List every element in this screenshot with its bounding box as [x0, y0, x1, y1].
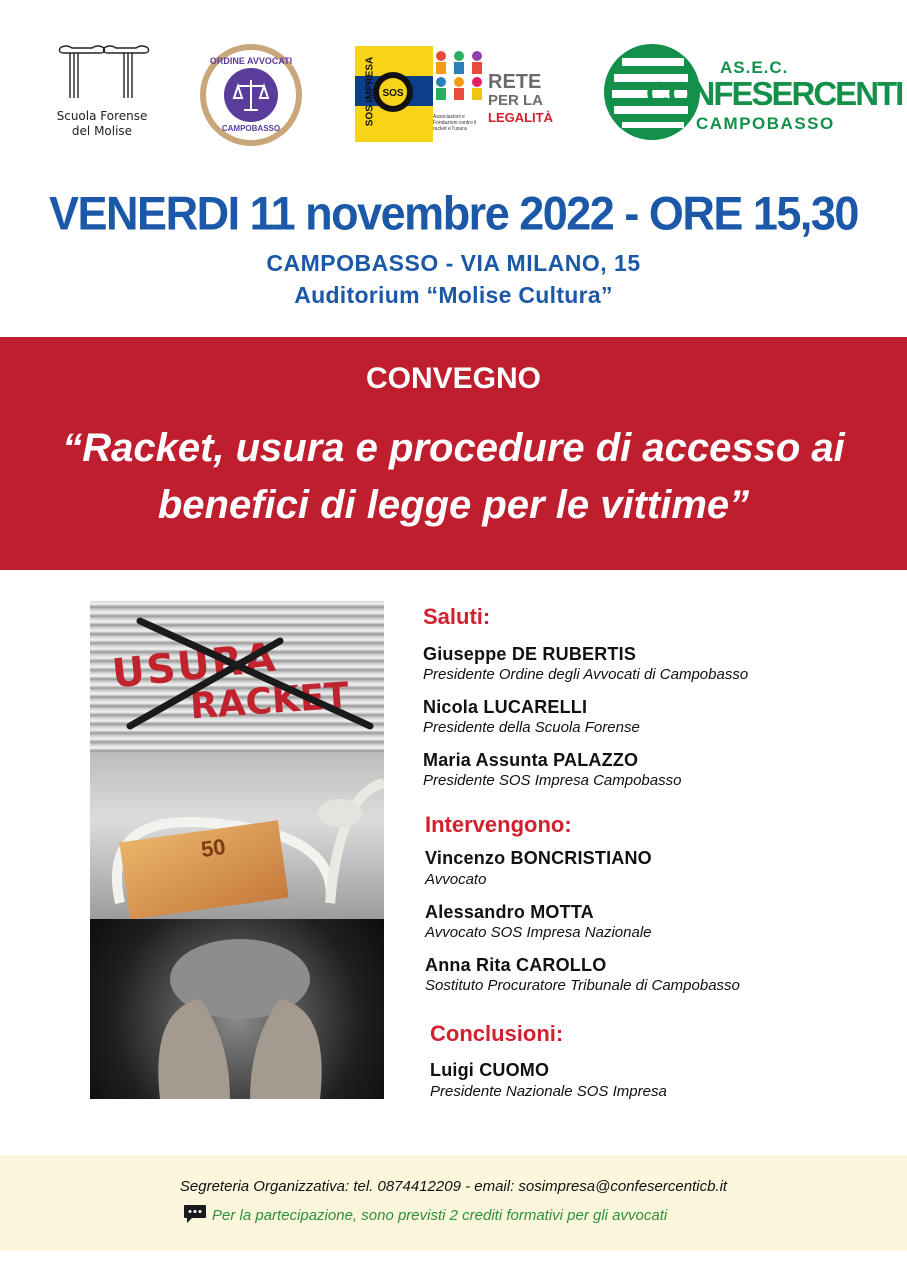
speaker-name: Alessandro MOTTA — [425, 902, 594, 922]
conclusioni-heading: Conclusioni: — [430, 1021, 564, 1046]
crediti-note: Per la partecipazione, sono previsti 2 crediti formativi per gli avvocati — [212, 1207, 668, 1224]
event-address: CAMPOBASSO - VIA MILANO, 15 — [266, 250, 641, 276]
conf-main-text: CONFESERCENTI — [646, 75, 903, 112]
event-date-time: VENERDI 11 novembre 2022 - ORE 15,30 — [49, 186, 858, 241]
intervengono-heading: Intervengono: — [425, 812, 572, 837]
speaker-name: Vincenzo BONCRISTIANO — [425, 848, 652, 868]
speaker-role: Sostituto Procuratore Tribunale di Campobasso — [425, 977, 740, 994]
scuola-line2: del Molise — [71, 124, 133, 138]
people-icon — [433, 50, 485, 112]
rete-line1: RETE — [488, 71, 542, 93]
convegno-label: CONVEGNO — [365, 362, 542, 395]
speaker-role: Presidente della Scuola Forense — [423, 719, 640, 736]
segreteria-contact: Segreteria Organizzativa: tel. 0874412209 - email: sosimpresa@confesercenticb.it — [179, 1178, 728, 1195]
speaker-role: Avvocato — [425, 871, 487, 888]
saluti-heading: Saluti: — [423, 604, 491, 629]
speaker-role: Presidente Nazionale SOS Impresa — [430, 1083, 667, 1100]
ordine-avvocati-logo — [200, 44, 302, 146]
speaker-name: Maria Assunta PALAZZO — [423, 750, 639, 770]
banknote-value: 50 — [199, 833, 228, 863]
conf-city-text: CAMPOBASSO — [696, 114, 835, 133]
speaker-role: Presidente Ordine degli Avvocati di Campobasso — [423, 666, 749, 683]
graffiti-word2: RACKET — [188, 675, 351, 728]
conf-top-text: AS.E.C. — [720, 58, 789, 77]
event-venue: Auditorium “Molise Cultura” — [294, 282, 613, 308]
title-line2: benefici di legge per le vittime” — [157, 483, 750, 527]
graffiti-word1: USURA — [110, 634, 280, 698]
scuola-forense-logo — [52, 42, 152, 152]
svg-text:SOS: SOS — [382, 88, 404, 99]
columns-icon — [52, 42, 152, 104]
ordine-bottom-text: CAMPOBASSO — [221, 124, 281, 133]
speaker-name: Anna Rita CAROLLO — [425, 955, 607, 975]
chat-bubble-icon — [183, 1204, 207, 1224]
sos-impresa-logo — [355, 46, 433, 142]
scuola-line1: Scuola Forense — [56, 109, 148, 123]
speaker-name: Nicola LUCARELLI — [423, 697, 588, 717]
speaker-role: Presidente SOS Impresa Campobasso — [423, 772, 682, 789]
desperate-man-image — [90, 919, 384, 1099]
speaker-name: Giuseppe DE RUBERTIS — [423, 644, 637, 664]
collage-image — [90, 601, 384, 1099]
speaker-name: Luigi CUOMO — [430, 1060, 550, 1080]
confesercenti-logo — [602, 42, 903, 142]
speaker-role: Avvocato SOS Impresa Nazionale — [425, 924, 652, 941]
rete-line3: LEGALITÀ — [488, 110, 553, 125]
shutter-graffiti-image — [90, 601, 384, 753]
convegno-title — [20, 420, 887, 534]
cross-mark-icon — [90, 601, 384, 753]
ordine-top-text: ORDINE AVVOCATI — [209, 56, 293, 66]
footer-band — [0, 1155, 907, 1251]
rete-line2: PER LA — [488, 92, 544, 109]
title-line1: “Racket, usura e procedure di accesso ai — [62, 426, 845, 470]
sos-text: SOS IMPRESA — [364, 56, 376, 127]
hands-icon — [90, 919, 384, 1099]
sos-hand-icon — [369, 68, 417, 116]
rete-legalita-logo — [433, 50, 558, 144]
rete-small-text: Associazioni e Fondazioni contro il racket e l'usura — [433, 114, 477, 132]
scales-icon — [224, 68, 278, 122]
noose-money-image — [90, 753, 384, 919]
